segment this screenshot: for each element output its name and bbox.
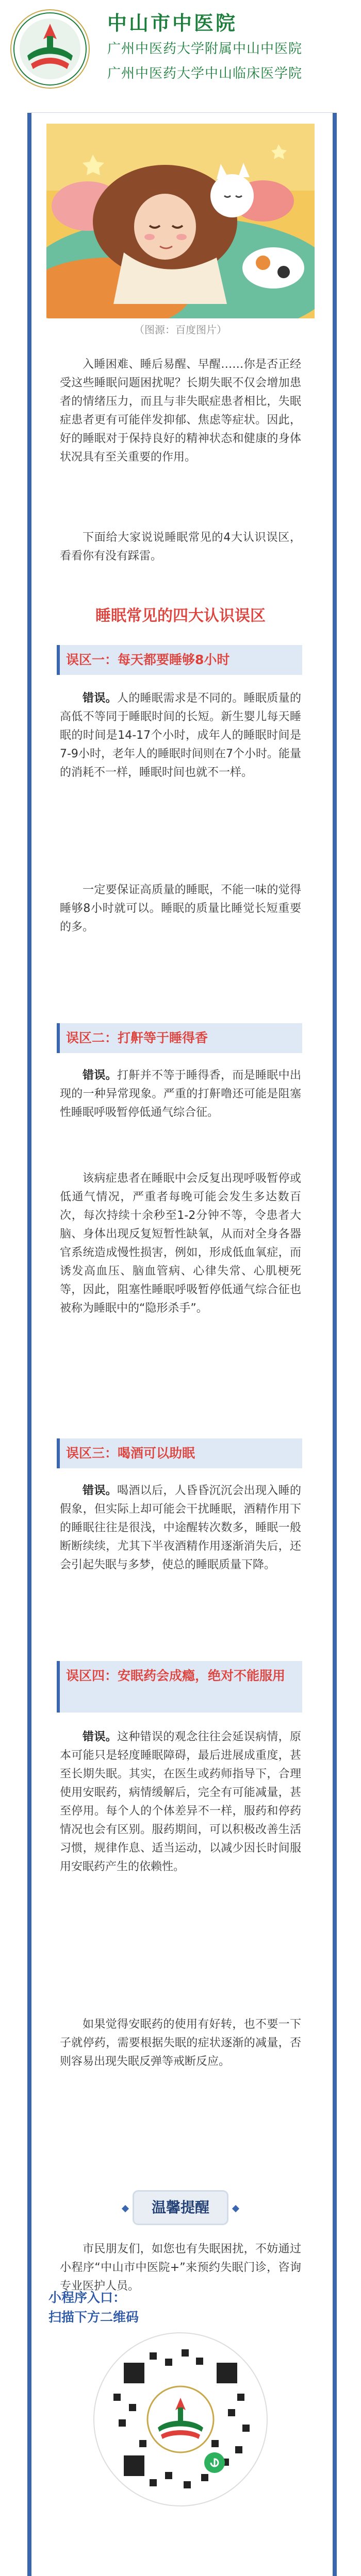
myth-2-paragraph-2: 该病症患者在睡眠中会反复出现呼吸暂停或低通气情况，严重者每晚可能会发生多达数百次，每次持续十余秒至1-2分钟不等，令患者大脑、身体出现反复短暂性缺氧，从而对全身各器官系统造成慢性损害，例如，形成低血氧症，而诱发高血压、脑血管病、心律失常、心肌梗死等，因此，阻塞性睡眠呼吸暂停低通气综合征也被称为睡眠中的“隐形杀手”。 [60,1172,301,1315]
myth-4-title: 误区四：安眠药会成瘾，绝对不能服用 [57,1661,302,1713]
section-title: 睡眠常见的四大认识误区 [95,607,266,625]
myth-4-text: 这种错误的观念往往会延误病情，原本可能只是轻度睡眠障碍，最后进展成重度，甚至长期失眠。其实，在医生或药师指导下，合理使用安眠药，病情缓解后，完全有可能减量，甚至停用。每个人的个体差异不一样，服药和停药情况也会有区别。服药期间，可以积极改善生活习惯，规律作息、适当运动，以减少因长时间服用安眠药产生的依赖性。 [60,1731,301,1873]
myth-3-title: 误区三：喝酒可以助眠 [57,1438,302,1468]
myth-1-title: 误区一：每天都要睡够8小时 [57,645,302,675]
myth-2-body [60,1066,301,1122]
frame-rail-left [27,113,31,2576]
myth-3-body [60,1482,301,1574]
image-caption: （图源：百度图片） [134,324,227,336]
tips-title: 温馨提醒 [134,2192,227,2224]
sleeping-girl-illustration [46,124,315,318]
myth-2-title: 误区二：打鼾等于睡得香 [57,1023,302,1053]
hospital-logo-icon [9,8,91,90]
header [0,0,361,103]
myth-2-text: 打鼾并不等于睡得香，而是睡眠中出现的一种异常现象。严重的打鼾噜还可能是阻塞性睡眠呼吸暂停低通气综合征。 [60,1069,301,1119]
myth-1-body [60,689,301,782]
frame-rail-right [333,113,337,2576]
myth-1-lead: 错误。 [83,692,117,705]
intro-paragraph-1: 入睡困难、睡后易醒、早醒……你是否正经受这些睡眠问题困扰呢？长期失眠不仅会增加患者的情绪压力，而且与非失眠症患者相比，失眠症患者更有可能伴发抑郁、焦虑等症状。因此，好的睡眠对于保持良好的精神状态和健康的身体状况具有至关重要的作用。 [60,358,301,464]
myth-3-lead: 错误。 [83,1484,117,1497]
intro-paragraph-2: 下面给大家说说睡眠常见的4大认识误区，看看你有没有踩雷。 [60,531,301,563]
myth-1-text: 人的睡眠需求是不同的。睡眠质量的高低不等同于睡眠时间的长短。新生婴儿每天睡眠的时间是14-17个小时，成年人的睡眠时间是7-9小时，老年人的睡眠时间则在7个小时。能量的消耗不一样，睡眠时间也就不一样。 [60,692,301,779]
myth-4-body [60,1728,301,1876]
myth-2-lead: 错误。 [83,1069,117,1082]
hospital-name: 中山市中医院 [107,11,238,35]
mini-program-label: 小程序入口： [48,2290,126,2305]
myth-3-text: 喝酒以后，人昏昏沉沉会出现入睡的假象，但实际上却可能会干扰睡眠，酒精作用下的睡眠往往是很浅，中途醒转次数多，睡眠一般断断续续，尤其下半夜酒精作用逐渐消失后，还会引起失眠与多梦，使总的睡眠质量下降。 [60,1484,301,1571]
myth-1-paragraph-2: 一定要保证高质量的睡眠，不能一味的觉得睡够8小时就可以。睡眠的质量比睡觉长短重要的多。 [60,884,301,934]
affiliation-line-1: 广州中医药大学附属中山中医院 [107,41,303,57]
tips-text: 市民朋友们，如您也有失眠困扰，不妨通过小程序“中山市中医院+”来预约失眠门诊，咨询专业医护人员。 [60,2243,301,2293]
mini-program-hint: 扫描下方二维码 [48,2310,139,2325]
myth-4-lead: 错误。 [83,1731,117,1743]
mini-program-qr-code[interactable] [93,2332,268,2507]
affiliation-line-2: 广州中医药大学中山临床医学院 [107,66,303,81]
myth-4-paragraph-2: 如果觉得安眠药的使用有好转，也不要一下子就停药，需要根据失眠的症状逐渐的减量，否则容易出现失眠反弹等戒断反应。 [60,2018,301,2068]
